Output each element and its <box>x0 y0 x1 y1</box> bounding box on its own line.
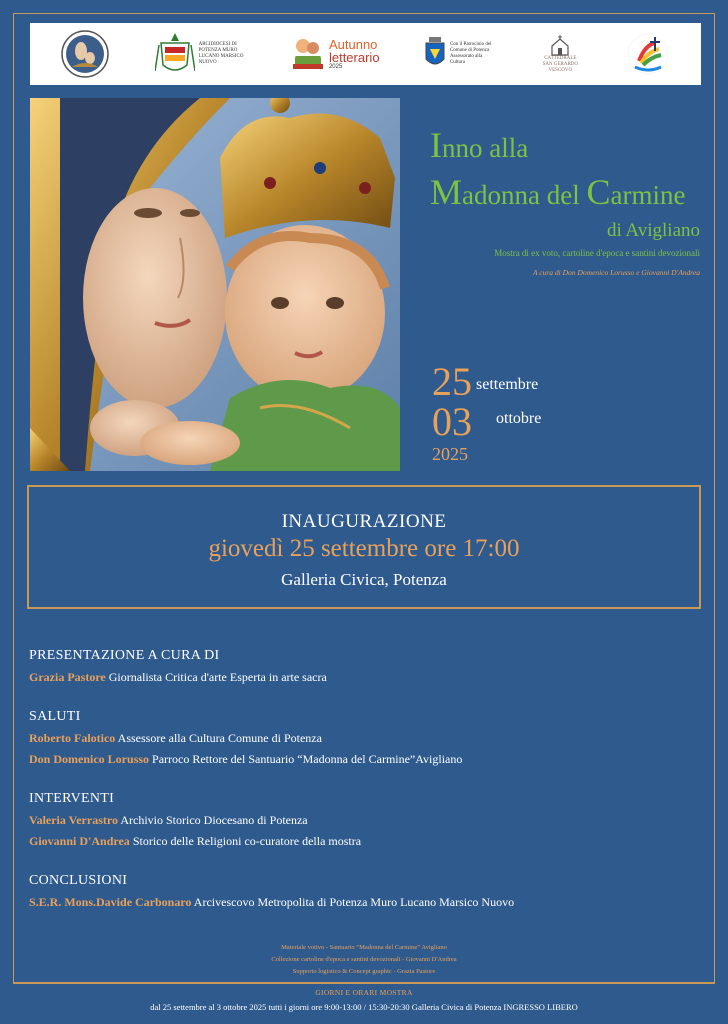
letterario-title: letterario <box>328 50 380 65</box>
schedule-title: GIORNI E ORARI MOSTRA <box>315 988 413 997</box>
speaker-role: Arcivescovo Metropolita di Potenza Muro Lucano Marsico Nuovo <box>191 895 515 909</box>
inauguration-venue: Galleria Civica, Potenza <box>281 570 447 589</box>
autunno-title: Autunno <box>328 37 378 52</box>
credit-line: Supporto logistico & Concept graphic - Grazia Pastore <box>292 968 436 975</box>
speaker-line <box>29 834 699 849</box>
speaker-name: S.E.R. Mons.Davide Carbonaro <box>29 895 192 909</box>
section-interventi <box>29 791 699 849</box>
speaker-line <box>29 813 699 828</box>
program <box>29 648 699 934</box>
title-line-3: di Avigliano <box>606 219 700 241</box>
end-day: 03 <box>432 399 472 444</box>
start-day: 25 <box>432 359 472 404</box>
speaker-name: Valeria Verrastro <box>29 813 118 827</box>
exhibition-subtitle: Mostra di ex voto, cartoline d'epoca e santini devozionali <box>494 247 700 258</box>
speaker-role: Archivio Storico Diocesano di Potenza <box>118 813 308 827</box>
cattedrale-logo-text: CATTEDRALE SAN GERARDO VESCOVO <box>542 56 579 73</box>
end-month: ottobre <box>496 410 542 427</box>
exhibition-dates <box>432 359 692 465</box>
madonna-medallion-logo <box>60 27 110 81</box>
cattedrale-logo <box>540 27 580 81</box>
section-conclusioni <box>29 873 699 910</box>
speaker-line <box>29 752 699 767</box>
curators-line: A cura di Don Domenico Lorusso e Giovanni D'Andrea <box>532 267 700 277</box>
inauguration-box <box>27 485 701 609</box>
year: 2025 <box>432 444 468 464</box>
section-title: PRESENTAZIONE A CURA DI <box>29 648 220 663</box>
inauguration-label: INAUGURAZIONE <box>281 511 447 532</box>
speaker-name: Don Domenico Lorusso <box>29 752 150 766</box>
speaker-line <box>29 731 699 746</box>
start-month: settembre <box>476 376 539 393</box>
credit-line: Collezione cartoline d'epoca e santini devozionali - Giovanni D'Andrea <box>271 956 457 963</box>
madonna-statue-photo <box>30 98 400 471</box>
pellegrini-di-speranza-logo <box>625 27 671 81</box>
comune-potenza-logo <box>424 27 496 81</box>
schedule-details: dal 25 settembre al 3 ottobre 2025 tutti i giorni ore 9:00-13:00 / 15:30-20:30 Galleria Civica di Potenza INGRESSO LIBERO <box>150 1002 578 1012</box>
speaker-line <box>29 895 699 910</box>
section-title: INTERVENTI <box>29 791 115 806</box>
speaker-name: Grazia Pastore <box>29 670 106 684</box>
credits <box>0 942 728 978</box>
section-title: CONCLUSIONI <box>29 873 128 888</box>
section-title: SALUTI <box>29 709 81 724</box>
logo-strip <box>30 23 701 85</box>
comune-logo-text: Con il Patrocinio del Comune di Potenza Assessorato alla Cultura <box>449 42 492 65</box>
title-line-2: Madonna del Carmine <box>430 172 686 213</box>
speaker-name: Giovanni D'Andrea <box>29 834 130 848</box>
speaker-line <box>29 670 699 685</box>
title-line-1: Inno alla <box>430 125 529 165</box>
archdiocese-logo-text: ARCIDIOCESI DI POTENZA MURO LUCANO MARSICO NUOVO <box>198 42 244 65</box>
speaker-role: Assessore alla Cultura Comune di Potenza <box>115 731 322 745</box>
divider <box>13 983 715 984</box>
credit-line: Materiale votivo - Santuario “Madonna del Carmine” Avigliano <box>281 944 447 951</box>
speaker-role: Storico delle Religioni co-curatore della mostra <box>129 834 362 848</box>
archdiocese-logo <box>155 27 247 81</box>
inauguration-datetime: giovedì 25 settembre ore 17:00 <box>208 535 520 562</box>
section-saluti <box>29 709 699 767</box>
speaker-role: Giornalista Critica d'arte Esperta in arte sacra <box>105 670 327 684</box>
autunno-year: 2025 <box>328 64 343 70</box>
speaker-role: Parroco Rettore del Santuario “Madonna del Carmine”Avigliano <box>149 752 463 766</box>
autunno-letterario-logo <box>291 27 380 81</box>
exhibition-title-block <box>410 125 702 277</box>
speaker-name: Roberto Falotico <box>29 731 116 745</box>
section-presentazione <box>29 648 699 685</box>
schedule <box>0 988 728 1012</box>
